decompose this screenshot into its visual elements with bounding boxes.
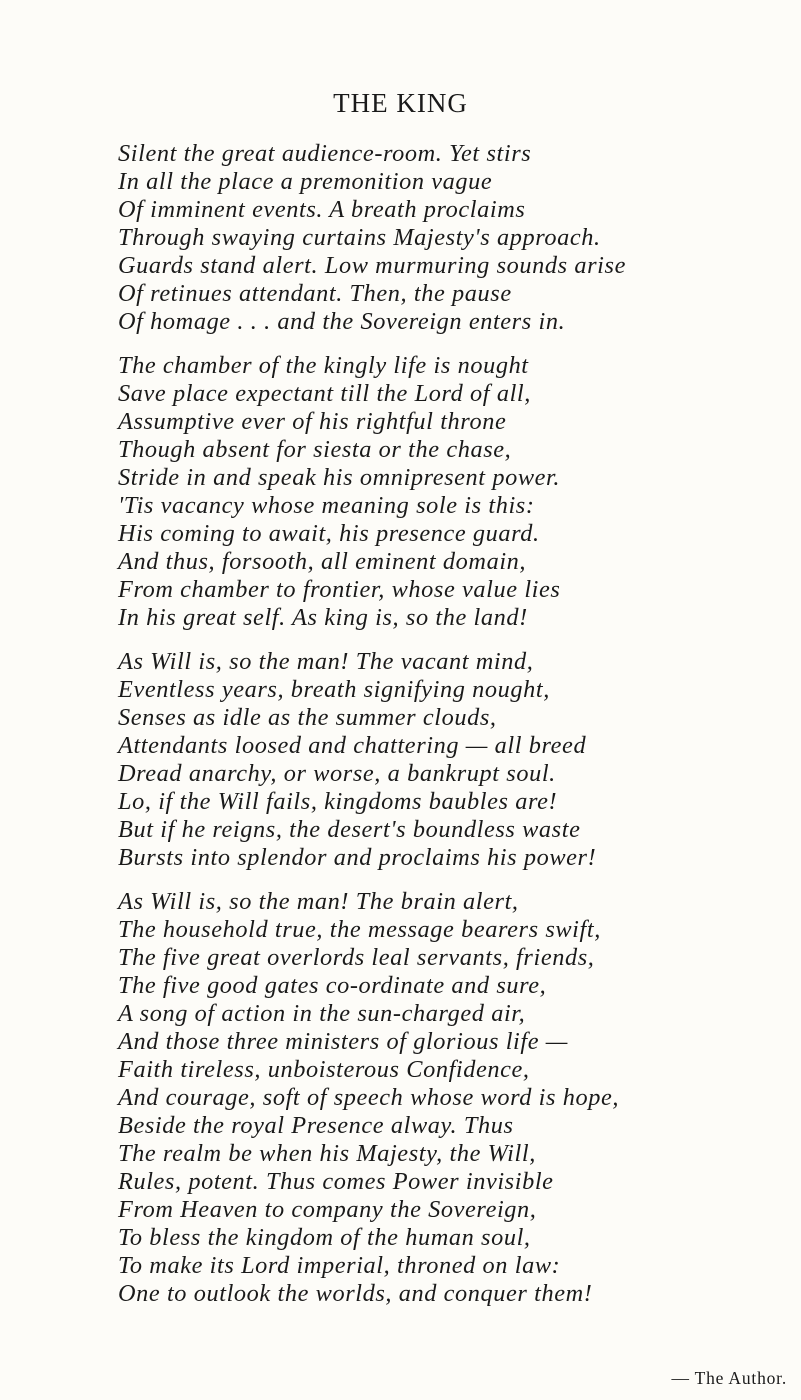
poem-line: Bursts into splendor and proclaims his power! [118, 844, 597, 871]
poem-line: And thus, forsooth, all eminent domain, [118, 548, 527, 575]
poem-line: To bless the kingdom of the human soul, [118, 1224, 531, 1251]
poem-line: Lo, if the Will fails, kingdoms baubles are! [118, 788, 558, 815]
poem-line: Dread anarchy, or worse, a bankrupt soul. [118, 760, 556, 787]
poem-line: Beside the royal Presence alway. Thus [118, 1112, 514, 1139]
poem-line: In all the place a premonition vague [118, 168, 493, 195]
stanza [118, 648, 778, 872]
poem-line: Guards stand alert. Low murmuring sounds arise [118, 252, 626, 279]
poem-line: The realm be when his Majesty, the Will, [118, 1140, 536, 1167]
poem-body [118, 140, 778, 1324]
poem-line: Of homage . . . and the Sovereign enters in. [118, 308, 566, 335]
poem-line: And courage, soft of speech whose word is hope, [118, 1084, 620, 1111]
poem-line: From chamber to frontier, whose value lies [118, 576, 561, 603]
author-signature: — The Author. [671, 1368, 787, 1388]
poem-line: To make its Lord imperial, throned on law: [118, 1252, 561, 1279]
stanza [118, 140, 778, 336]
poem-line: Rules, potent. Thus comes Power invisible [118, 1168, 554, 1195]
poem-line: Silent the great audience-room. Yet stirs [118, 140, 532, 167]
poem-line: Eventless years, breath signifying nought, [118, 676, 550, 703]
poem-line: Attendants loosed and chattering — all breed [118, 732, 587, 759]
poem-line: But if he reigns, the desert's boundless waste [118, 816, 581, 843]
poem-line: The chamber of the kingly life is nought [118, 352, 529, 379]
poem-line: Of retinues attendant. Then, the pause [118, 280, 512, 307]
poem-line: And those three ministers of glorious life — [118, 1028, 569, 1055]
poem-line: One to outlook the worlds, and conquer them! [118, 1280, 593, 1307]
poem-line: Senses as idle as the summer clouds, [118, 704, 497, 731]
poem-line: Assumptive ever of his rightful throne [118, 408, 507, 435]
poem-line: The five good gates co-ordinate and sure, [118, 972, 547, 999]
stanza [118, 888, 778, 1308]
poem-line: Stride in and speak his omnipresent power. [118, 464, 561, 491]
poem-line: Of imminent events. A breath proclaims [118, 196, 526, 223]
poem-line: Through swaying curtains Majesty's approach. [118, 224, 601, 251]
poem-line: 'Tis vacancy whose meaning sole is this: [118, 492, 535, 519]
poem-line: As Will is, so the man! The vacant mind, [118, 648, 534, 675]
poem-line: The five great overlords leal servants, friends, [118, 944, 595, 971]
poem-line: A song of action in the sun-charged air, [118, 1000, 526, 1027]
poem-line: From Heaven to company the Sovereign, [118, 1196, 537, 1223]
poem-line: As Will is, so the man! The brain alert, [118, 888, 519, 915]
stanza [118, 352, 778, 632]
poem-line: The household true, the message bearers swift, [118, 916, 601, 943]
poem-line: Save place expectant till the Lord of all, [118, 380, 531, 407]
poem-line: Though absent for siesta or the chase, [118, 436, 512, 463]
poem-line: In his great self. As king is, so the land! [118, 604, 528, 631]
poem-title: THE KING [333, 88, 468, 118]
poem-line: Faith tireless, unboisterous Confidence, [118, 1056, 530, 1083]
poem-line: His coming to await, his presence guard. [118, 520, 540, 547]
